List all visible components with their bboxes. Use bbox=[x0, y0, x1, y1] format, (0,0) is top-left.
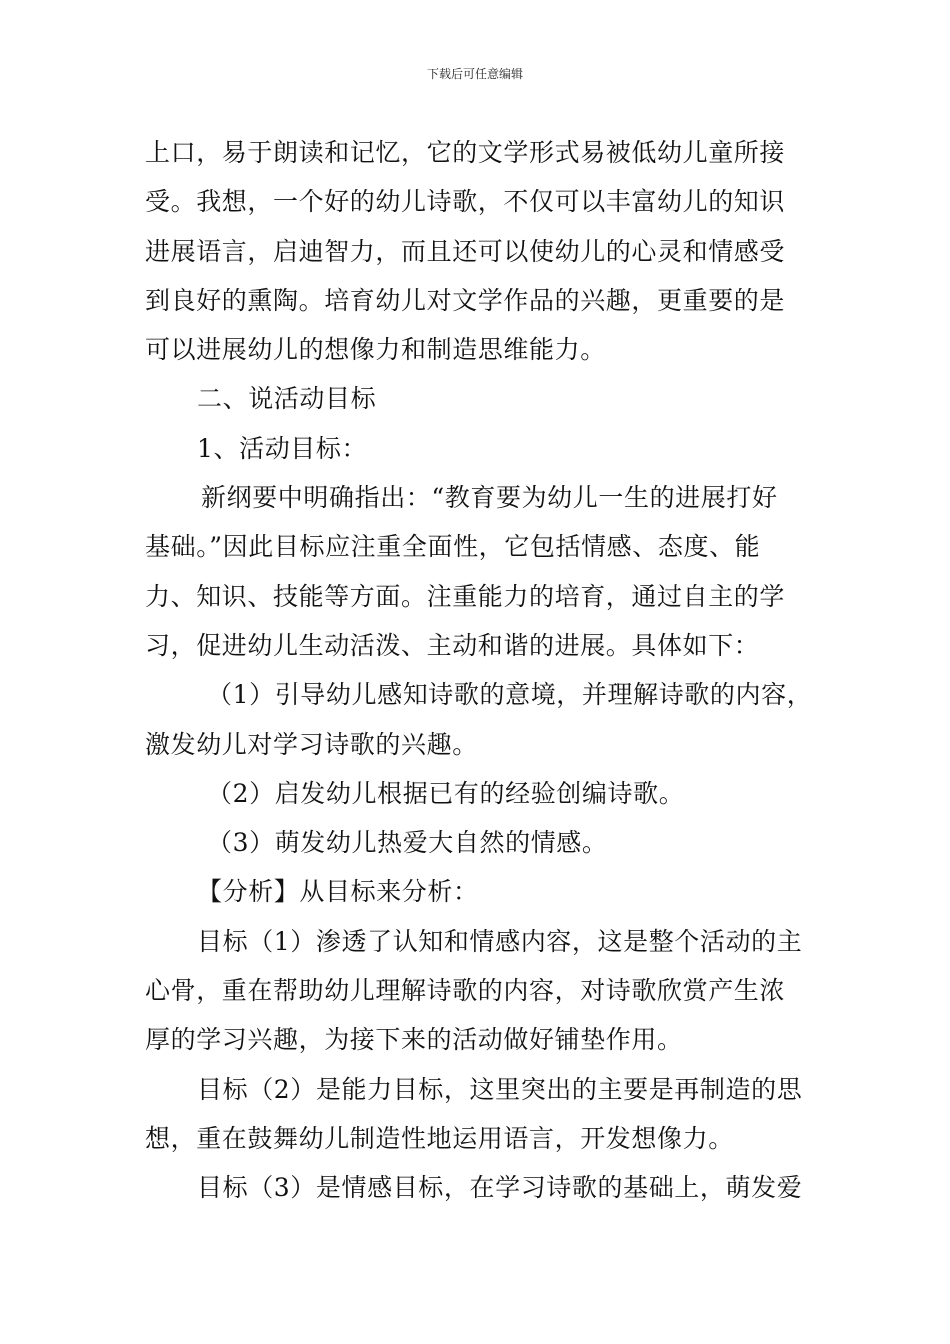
page-header: 下载后可任意编辑 bbox=[426, 67, 523, 81]
text-line: 可以进展幼儿的想像力和制造思维能力。 bbox=[145, 335, 606, 365]
text-line: 受。我想，一个好的幼儿诗歌，不仅可以丰富幼儿的知识 bbox=[145, 187, 786, 217]
document-body bbox=[145, 128, 813, 1213]
text-line: 目标（1）渗透了认知和情感内容，这是整个活动的主 bbox=[197, 926, 803, 956]
analysis-heading: 【分析】从目标来分析： bbox=[197, 877, 479, 907]
text-line: 目标（2）是能力目标，这里突出的主要是再制造的思 bbox=[197, 1074, 803, 1104]
subsection-heading: 1、活动目标： bbox=[197, 433, 368, 463]
text-line: 力、知识、技能等方面。注重能力的培育，通过自主的学 bbox=[145, 581, 786, 611]
text-line: 进展语言，启迪智力，而且还可以使幼儿的心灵和情感受 bbox=[145, 236, 786, 266]
goal-item: （3）萌发幼儿热爱大自然的情感。 bbox=[207, 828, 608, 858]
text-line: 习，促进幼儿生动活泼、主动和谐的进展。具体如下： bbox=[145, 630, 760, 660]
goal-item: （1）引导幼儿感知诗歌的意境，并理解诗歌的内容， bbox=[207, 680, 813, 710]
goal-item: （2）启发幼儿根据已有的经验创编诗歌。 bbox=[207, 778, 685, 808]
text-line: 心骨，重在帮助幼儿理解诗歌的内容，对诗歌欣赏产生浓 bbox=[145, 976, 786, 1006]
text-line: 到良好的熏陶。培育幼儿对文学作品的兴趣，更重要的是 bbox=[145, 285, 786, 315]
text-line: 激发幼儿对学习诗歌的兴趣。 bbox=[145, 729, 478, 759]
text-line: 新纲要中明确指出：“教育要为幼儿一生的进展打好 bbox=[201, 483, 778, 513]
text-line: 基础。”因此目标应注重全面性，它包括情感、态度、能 bbox=[145, 532, 761, 562]
text-line: 想，重在鼓舞幼儿制造性地运用语言，开发想像力。 bbox=[145, 1123, 734, 1153]
text-line: 上口，易于朗读和记忆，它的文学形式易被低幼儿童所接 bbox=[145, 138, 786, 167]
section-heading: 二、说活动目标 bbox=[197, 384, 377, 414]
text-line: 目标（3）是情感目标，在学习诗歌的基础上，萌发爱 bbox=[197, 1173, 803, 1203]
text-line: 厚的学习兴趣，为接下来的活动做好铺垫作用。 bbox=[145, 1025, 683, 1055]
